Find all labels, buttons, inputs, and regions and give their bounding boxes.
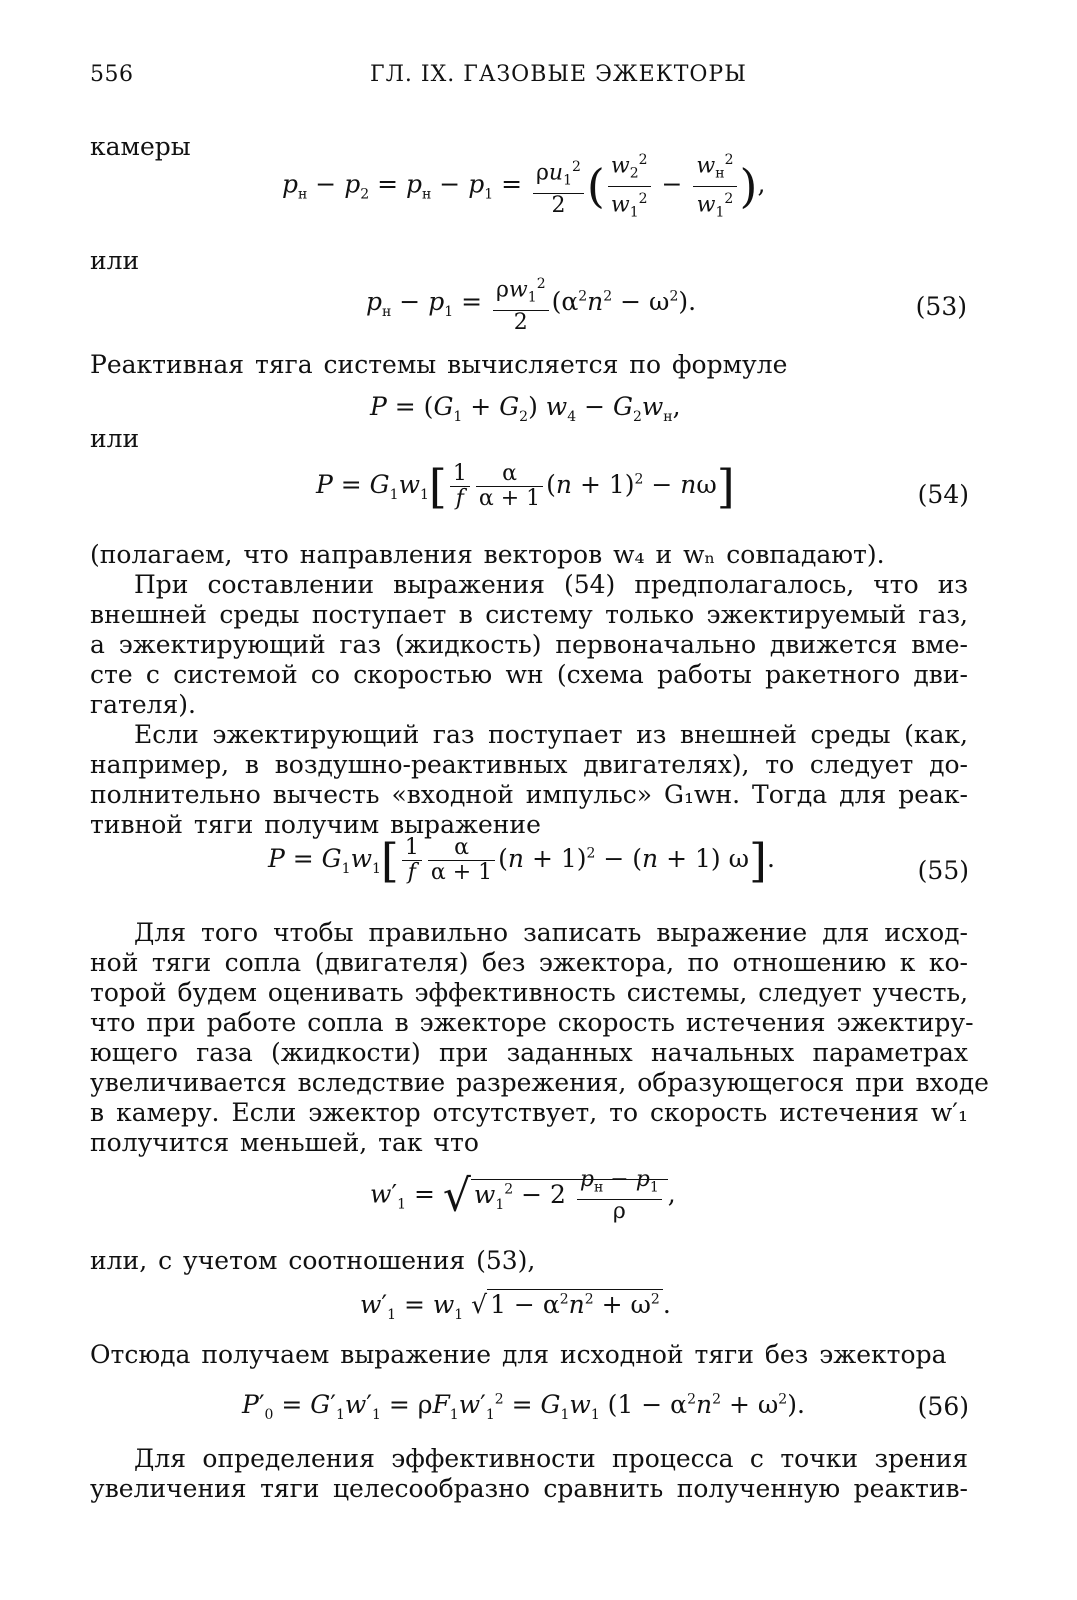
paragraph-line: Для определения эффективности процесса с точки зрения xyxy=(134,1444,968,1473)
equation-56: $P'_0 = G'_1w'_1 = \rho F_1w'_1^2 = G_1w_1$ $(1 - \alpha^2n^2 + \omega^2)$. xyxy=(242,1390,805,1423)
equation-55: $P = G_1w_1$[ $\frac{1}{f}$ $\frac{\alpha}{\alpha + 1}$ $(n + 1)^2 - (n + 1)$ ω]. xyxy=(268,833,775,888)
paragraph-ratio: или, с учетом соотношения (53), xyxy=(90,1246,536,1275)
word-ili-2: или xyxy=(90,424,140,453)
word-kamery: камеры xyxy=(90,132,191,161)
equation-number-55: (55) xyxy=(917,856,969,885)
paragraph-line: При составлении выражения (54) предполагалось, что из xyxy=(134,570,968,599)
equation-53: $p_н - p_1$ = $\frac{\rho w_1^2}{2}$ $(\alpha^2n^2 - \omega^2)$. xyxy=(366,272,696,335)
page-number: 556 xyxy=(90,62,134,87)
equation-pressure-drop: $p_н - p_2 = p_н - p_1$ = $\frac{\rho u_1^2}{2}$ ( $\frac{w_2^2}{w_1^2}$ − $\frac{w_н^2}{w_1^2}$ ), xyxy=(282,148,765,224)
paragraph-line: Для того чтобы правильно записать выражение для исход- xyxy=(134,918,968,947)
equation-number-53: (53) xyxy=(915,292,967,321)
paragraph-assumption: (полагаем, что направления векторов w₄ и wₙ совпадают). xyxy=(90,540,885,569)
paragraph-line: сте с системой со скоростью wн (схема работы ракетного дви- xyxy=(90,660,968,689)
paragraph-hence: Отсюда получаем выражение для исходной тяги без эжектора xyxy=(90,1340,947,1369)
paragraph-line: в камеру. Если эжектор отсутствует, то скорость истечения w′₁ xyxy=(90,1098,968,1127)
paragraph-line: например, в воздушно-реактивных двигателях), то следует до- xyxy=(90,750,968,779)
equation-w1-prime-simplified: $w'_1 = w_1$ √ $1 - \alpha^2n^2 + \omega^2$ . xyxy=(360,1290,671,1323)
paragraph-line: ющего газа (жидкости) при заданных начальных параметрах xyxy=(90,1038,968,1067)
paragraph-line: а эжектирующий газ (жидкость) первоначально движется вме- xyxy=(90,630,968,659)
paragraph-line: получится меньшей, так что xyxy=(90,1128,479,1157)
paragraph-line: Если эжектирующий газ поступает из внешней среды (как, xyxy=(134,720,968,749)
equation-thrust: $P = (G_1 + G_2) w_4 - G_2w_н$, xyxy=(370,392,681,425)
paragraph-line: внешней среды поступает в систему только эжектируемый газ, xyxy=(90,600,968,629)
equation-w1-prime: $w'_1$ = √ $w_1^2 - 2$ $\frac{p_н - p_1}{\rho}$ , xyxy=(370,1167,676,1225)
word-ili-1: или xyxy=(90,246,140,275)
paragraph-line: гателя). xyxy=(90,690,196,719)
equation-54: $P = G_1w_1$[ $\frac{1}{f}$ $\frac{\alpha}{\alpha + 1}$ $(n + 1)^2 - n\omega$] xyxy=(316,459,735,514)
paragraph-line: увеличения тяги целесообразно сравнить полученную реактив- xyxy=(90,1474,968,1503)
running-header: ГЛ. IX. ГАЗОВЫЕ ЭЖЕКТОРЫ xyxy=(370,62,747,87)
equation-number-56: (56) xyxy=(917,1392,969,1421)
paragraph-line: что при работе сопла в эжекторе скорость истечения эжектиру- xyxy=(90,1008,974,1037)
paragraph-line: торой будем оценивать эффективность системы, следует учесть, xyxy=(90,978,969,1007)
equation-number-54: (54) xyxy=(917,480,969,509)
paragraph-line: увеличивается вследствие разрежения, образующегося при входе xyxy=(90,1068,989,1097)
paragraph-line: полнительно вычесть «входной импульс» G₁wн. Тогда для реак- xyxy=(90,780,968,809)
paragraph-line: ной тяги сопла (двигателя) без эжектора, по отношению к ко- xyxy=(90,948,968,977)
paragraph-line: тивной тяги получим выражение xyxy=(90,810,541,839)
paragraph-thrust-intro: Реактивная тяга системы вычисляется по формуле xyxy=(90,350,788,379)
